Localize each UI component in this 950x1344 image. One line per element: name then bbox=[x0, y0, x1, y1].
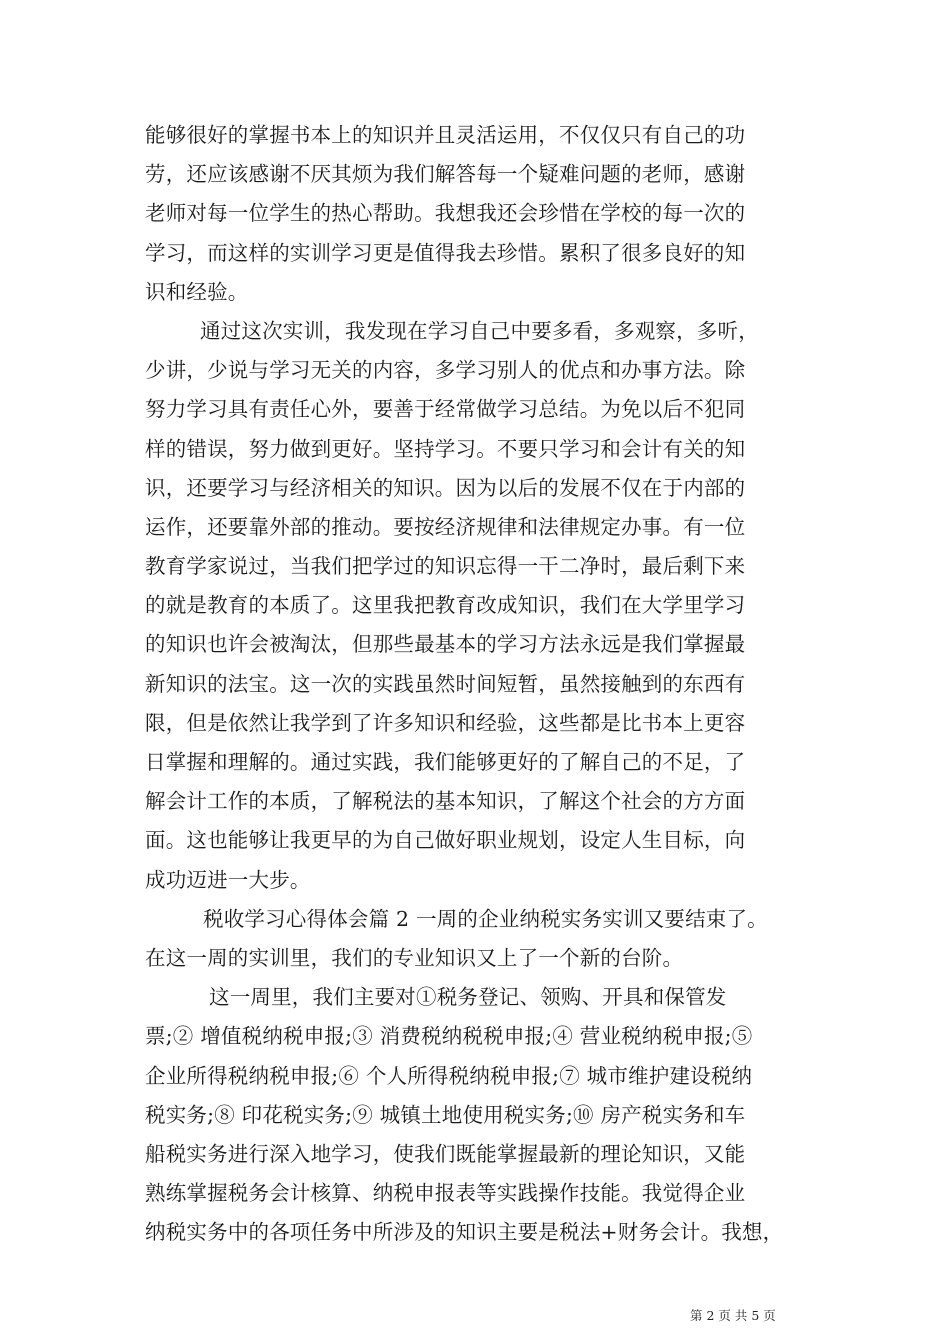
text-line: 成功迈进一大步。 bbox=[145, 867, 311, 892]
paragraph-start-line: 这一周里，我们主要对①税务登记、领购、开具和保管发 bbox=[209, 985, 727, 1010]
text-line: 票;② 增值税纳税申报;③ 消费税纳税税申报;④ 营业税纳税申报;⑤ bbox=[145, 1024, 753, 1049]
text-line: 面。这也能够让我更早的为自己做好职业规划，设定人生目标，向 bbox=[145, 828, 746, 853]
section-heading-line: 税收学习心得体会篇 2 一周的企业纳税实务实训又要结束了。 bbox=[203, 906, 768, 931]
text-line: 企业所得税纳税申报;⑥ 个人所得税纳税申报;⑦ 城市维护建设税纳 bbox=[145, 1063, 753, 1088]
text-line: 纳税实务中的各项任务中所涉及的知识主要是税法+财务会计。我想， bbox=[145, 1220, 784, 1245]
body-text bbox=[145, 116, 821, 1252]
text-line: 能够很好的掌握书本上的知识并且灵活运用，不仅仅只有自己的功 bbox=[145, 123, 746, 147]
text-line: 教育学家说过，当我们把学过的知识忘得一干二净时，最后剩下来 bbox=[145, 554, 746, 579]
text-line: 识，还要学习与经济相关的知识。因为以后的发展不仅在于内部的 bbox=[145, 475, 746, 500]
text-line: 的知识也许会被淘汰，但那些最基本的学习方法永远是我们掌握最 bbox=[145, 632, 746, 657]
text-line: 努力学习具有责任心外，要善于经常做学习总结。为免以后不犯同 bbox=[145, 397, 746, 422]
text-line: 样的错误，努力做到更好。坚持学习。不要只学习和会计有关的知 bbox=[145, 436, 746, 461]
page-number: 第 2 页 共 5 页 bbox=[690, 1308, 776, 1323]
text-line: 在这一周的实训里，我们的专业知识又上了一个新的台阶。 bbox=[145, 945, 684, 970]
text-line: 少讲，少说与学习无关的内容，多学习别人的优点和办事方法。除 bbox=[145, 358, 746, 383]
text-line: 熟练掌握税务会计核算、纳税申报表等实践操作技能。我觉得企业 bbox=[145, 1181, 746, 1206]
text-line: 运作，还要靠外部的推动。要按经济规律和法律规定办事。有一位 bbox=[145, 514, 746, 539]
text-line: 新知识的法宝。这一次的实践虽然时间短暂，虽然接触到的东西有 bbox=[145, 671, 746, 696]
text-line: 税实务;⑧ 印花税实务;⑨ 城镇土地使用税实务;⑩ 房产税实务和车 bbox=[145, 1102, 746, 1127]
text-line: 识和经验。 bbox=[145, 279, 249, 304]
paragraph-start-line: 通过这次实训，我发现在学习自己中要多看，多观察，多听， bbox=[200, 318, 759, 343]
text-line: 限，但是依然让我学到了许多知识和经验，这些都是比书本上更容 bbox=[145, 710, 746, 735]
text-line: 学习，而这样的实训学习更是值得我去珍惜。累积了很多良好的知 bbox=[145, 240, 746, 265]
text-line: 的就是教育的本质了。这里我把教育改成知识，我们在大学里学习 bbox=[145, 593, 746, 618]
text-line: 船税实务进行深入地学习，使我们既能掌握最新的理论知识，又能 bbox=[145, 1141, 746, 1166]
text-line: 劳，还应该感谢不厌其烦为我们解答每一个疑难问题的老师，感谢 bbox=[145, 162, 746, 187]
text-line: 老师对每一位学生的热心帮助。我想我还会珍惜在学校的每一次的 bbox=[145, 201, 746, 226]
text-line: 解会计工作的本质，了解税法的基本知识，了解这个社会的方方面 bbox=[145, 789, 746, 814]
text-line: 日掌握和理解的。通过实践，我们能够更好的了解自己的不足，了 bbox=[145, 750, 746, 774]
